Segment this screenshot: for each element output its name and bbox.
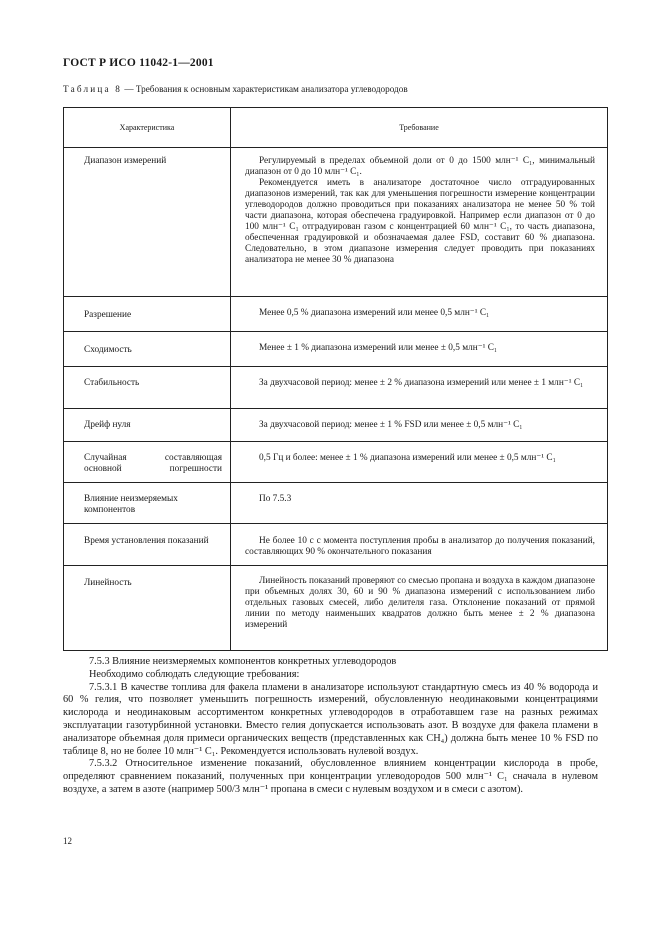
row-requirement xyxy=(231,566,608,651)
requirement-text: Менее ± 1 % диапазона измерений или менее ± 0,5 млн⁻¹ C₁ xyxy=(259,343,498,353)
requirement-text: За двухчасовой период: менее ± 2 % диапазона измерений или менее ± 1 млн⁻¹ C₁ xyxy=(259,378,584,388)
row-name-text: Случайная составляющая основной погрешности xyxy=(84,453,222,474)
requirement-text: Не более 10 с с момента поступления пробы в анализатор до получения показаний, составляющих 90 % окончательного показания xyxy=(245,536,595,557)
table-caption xyxy=(63,84,408,94)
row-name: Время установления показаний xyxy=(64,524,231,566)
row-requirement xyxy=(231,367,608,409)
requirement-text: Регулируемый в пределах объемной доли от 0 до 1500 млн⁻¹ C₁, минимальный диапазон от 0 до 10 млн⁻¹ C₁. xyxy=(245,156,595,177)
row-requirement xyxy=(231,332,608,367)
table-row xyxy=(64,148,608,297)
table-row xyxy=(64,332,608,367)
table-caption-label: Таблица 8 xyxy=(63,84,123,94)
row-name: Влияние неизмеряемых компонентов xyxy=(64,483,231,524)
body-text xyxy=(63,656,598,797)
table-row xyxy=(64,409,608,442)
row-name: Сходимость xyxy=(64,332,231,367)
row-name: Линейность xyxy=(64,566,231,651)
row-requirement xyxy=(231,297,608,332)
row-name xyxy=(64,442,231,483)
table-row xyxy=(64,297,608,332)
requirement-text: За двухчасовой период: менее ± 1 % FSD или менее ± 0,5 млн⁻¹ C₁ xyxy=(259,420,523,430)
row-name: Дрейф нуля xyxy=(64,409,231,442)
requirement-text: Линейность показаний проверяют со смесью пропана и воздуха в каждом диапазоне при объемных долях 30, 60 и 90 % диапазона измерений с использованием либо отдельных газовых смесей, либо делителя газа. Отклонение показаний от прямой линии по методу наименьших квадратов должно быть менее ± 2 % диапазона измерений xyxy=(245,576,595,630)
table-row xyxy=(64,566,608,651)
row-name: Разрешение xyxy=(64,297,231,332)
section-heading: 7.5.3 Влияние неизмеряемых компонентов конкретных углеводородов xyxy=(89,656,397,667)
col-header-requirement: Требование xyxy=(231,108,608,148)
table-row xyxy=(64,483,608,524)
paragraph: 7.5.3.1 В качестве топлива для факела пламени в анализаторе используют стандартную смесь из 40 % водорода и 60 % гелия, что позволяет уменьшить погрешность измерений, обусловленную неодинаковыми концентрациями кислорода и неодинаковым ассортиментом конкретных углеводородов в отработавшем газе на разных режимах эксплуатации газотурбинной установки. Вместо гелия допускается использовать азот. В воздухе для факела пламени в анализаторе объемная доля примеси органических веществ (представленных как CH₄) должна быть менее 10 % FSD по таблице 8, но не более 10 млн⁻¹ C₁. Рекомендуется использовать нулевой воздух. xyxy=(63,681,598,757)
row-requirement xyxy=(231,409,608,442)
paragraph: Необходимо соблюдать следующие требования: xyxy=(89,668,300,680)
row-requirement xyxy=(231,442,608,483)
requirement-text: 0,5 Гц и более: менее ± 1 % диапазона измерений или менее ± 0,5 млн⁻¹ C₁ xyxy=(259,453,556,463)
paragraph: 7.5.3.2 Относительное изменение показаний, обусловленное влиянием концентрации кислорода в пробе, определяют сравнением показаний, полученных при концентрации углеводородов 500 млн⁻¹ C₁ сначала в нулевом воздухе, а затем в азоте (например 500/3 млн⁻¹ пропана в смеси с нулевым воздухом и в смеси с азотом). xyxy=(63,758,598,795)
table-row xyxy=(64,524,608,566)
table-header-row xyxy=(64,108,608,148)
requirement-text: Менее 0,5 % диапазона измерений или менее 0,5 млн⁻¹ C₁ xyxy=(259,308,490,318)
table-row xyxy=(64,442,608,483)
table-caption-text: — Требования к основным характеристикам анализатора углеводородов xyxy=(122,84,408,94)
requirement-text: Рекомендуется иметь в анализаторе достаточное число отградуированных диапазонов измерений, так как для уменьшения погрешности измерение концентрации углеводородов должно проводиться при показаниях анализатора не менее 50 % той части диапазона, которая обеспечена градуировкой. Например если диапазон от 0 до 100 млн⁻¹ C₁ отградуирован газом с концентрацией 60 млн⁻¹ C₁, то часть диапазона, обеспеченная градуировкой и обозначаемая далее FSD, составит 60 % диапазона. Следовательно, в этом диапазоне измерения следует проводить при показаниях анализатора не менее 30 % диапазона xyxy=(245,178,595,265)
col-header-characteristic: Характеристика xyxy=(64,108,231,148)
requirements-table xyxy=(63,107,608,651)
requirement-text: По 7.5.3 xyxy=(259,494,292,504)
row-requirement xyxy=(231,148,608,297)
row-name: Стабильность xyxy=(64,367,231,409)
row-requirement xyxy=(231,524,608,566)
table-row xyxy=(64,367,608,409)
document-header: ГОСТ Р ИСО 11042-1—2001 xyxy=(63,57,214,69)
row-requirement xyxy=(231,483,608,524)
page-number: 12 xyxy=(63,836,72,846)
row-name: Диапазон измерений xyxy=(64,148,231,297)
